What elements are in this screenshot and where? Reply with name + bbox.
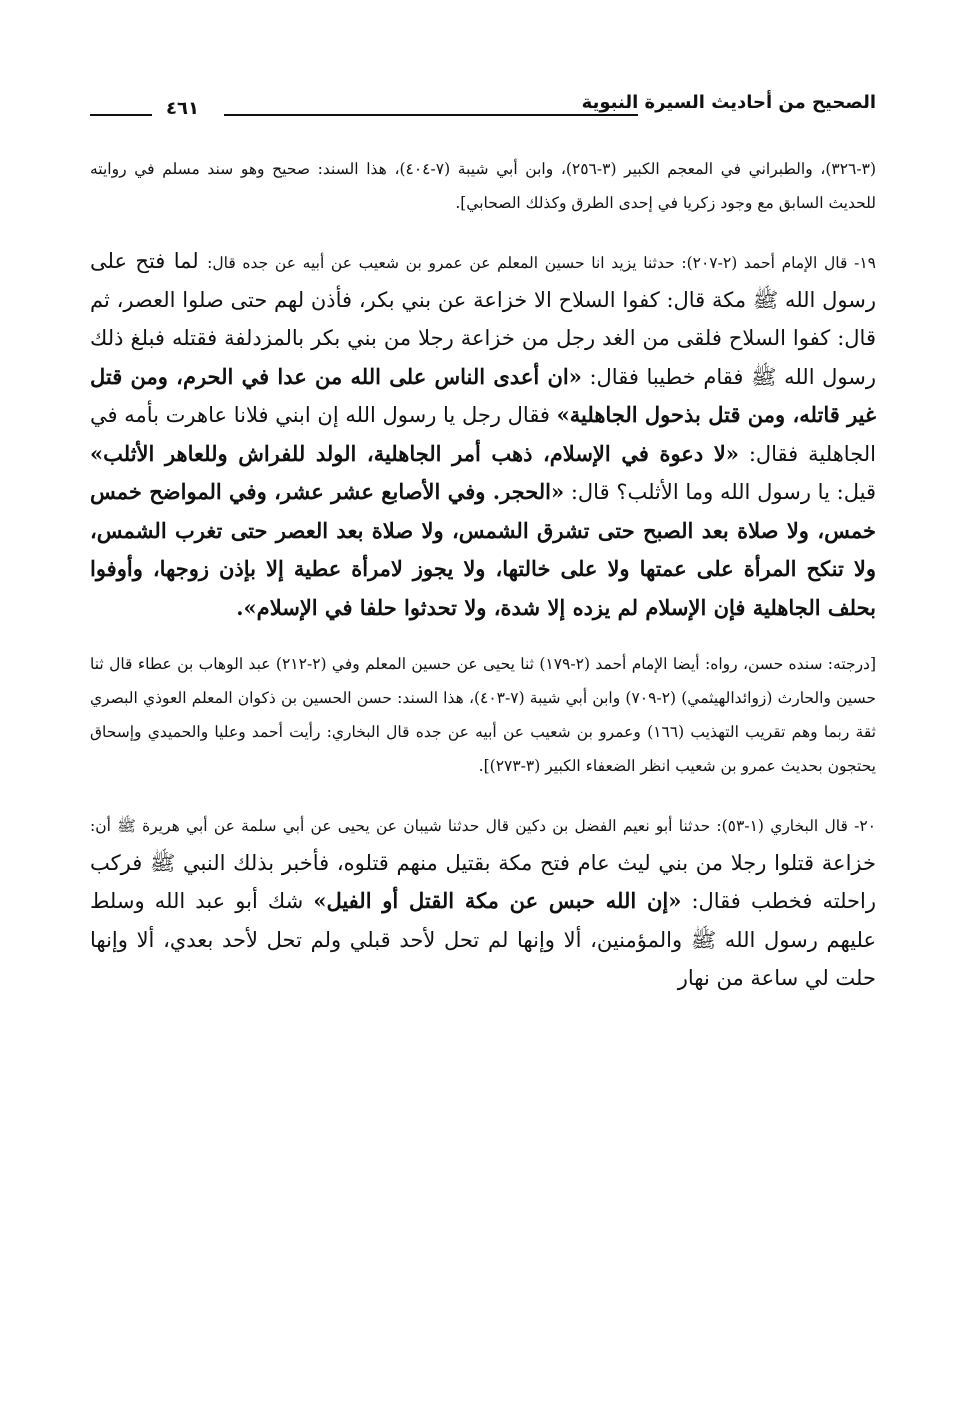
hadith-19-text-3: قيل: يا رسول الله وما الأثلب؟ قال: bbox=[564, 480, 876, 504]
hadith-20-quote-1: «إن الله حبس عن مكة القتل أو الفيل» bbox=[313, 888, 682, 913]
book-page bbox=[90, 70, 876, 1390]
page-body bbox=[90, 152, 876, 998]
hadith-20-isnad: ٢٠- قال البخاري (١-٥٣): حدثنا أبو نعيم الفضل بن دكين قال حدثنا شيبان عن يحيى عن أبي سلمة عن أبي هريرة ﷺ أن: bbox=[90, 817, 877, 835]
hadith-19-text-1: لما فتح على رسول الله ﷺ مكة قال: كفوا السلاح الا خزاعة عن بني بكر، فأذن لهم حتى صلوا العصر، ثم قال: كفوا السلاح فلقى من الغد رجل من خزاعة رجلا من بني بكر بالمزدلفة فقتله فبلغ ذلك رسول الله ﷺ فقام خطيبا فقال: bbox=[90, 249, 876, 389]
hadith-19-quote-3: «الحجر. وفي الأصابع عشر عشر، وفي المواضح خمس خمس، ولا صلاة بعد الصبح حتى تشرق الشمس، ولا صلاة بعد العصر حتى تغرب الشمس، ولا تنكح المرأة على عمتها ولا على خالتها، ولا يجوز لامرأة عطية إلا بإذن زوجها، وأوفوا بحلف الجاهلية فإن الإسلام لم يزده إلا شدة، ولا تحدثوا حلفا في الإسلام». bbox=[90, 479, 876, 620]
hadith-19-isnad: ١٩- قال الإمام أحمد (٢-٢٠٧): حدثنا يزيد انا حسين المعلم عن عمرو بن شعيب عن أبيه عن جده قال: bbox=[207, 254, 876, 272]
hadith-20 bbox=[90, 805, 876, 998]
page-number: ٤٦١ bbox=[166, 98, 199, 119]
running-header bbox=[90, 92, 876, 128]
header-rule-left bbox=[90, 114, 152, 116]
book-title: الصحيح من أحاديث السيرة النبوية bbox=[581, 92, 876, 113]
hadith-20-text-2: شك أبو عبد الله وسلط عليهم رسول الله ﷺ والمؤمنين، ألا وإنها لم تحل لأحد قبلي ولم تحل لأحد بعدي، ألا وإنها حلت لي ساعة من نهار bbox=[90, 889, 876, 990]
hadith-19-text-2: فقال رجل يا رسول الله إن ابني فلانا عاهرت بأمه في الجاهلية فقال: bbox=[90, 403, 876, 466]
grading-paragraph-continued: (٣-٣٢٦)، والطبراني في المعجم الكبير (٣-٢٥٦)، وابن أبي شيبة (٧-٤٠٤)، هذا السند: صحيح وهو سند مسلم في روايته للحديث السابق مع وجود زكريا في إحدى الطرق وكذلك الصحابي]. bbox=[90, 160, 876, 212]
hadith-20-text-1: خزاعة قتلوا رجلا من بني ليث عام فتح مكة بقتيل منهم قتلوه، فأخبر بذلك النبي ﷺ فركب راحلته فخطب فقال: bbox=[90, 850, 876, 913]
hadith-19-grading: [درجته: سنده حسن، رواه: أيضا الإمام أحمد (٢-١٧٩) ثنا يحيى عن حسين المعلم وفي (٢-٢١٢) عبد الوهاب بن عطاء قال ثنا حسين والحارث (زوائدالهيثمي) (٢-٧٠٩) وابن أبي شيبة (٧-٤٠٣)، هذا السند: حسن الحسين بن ذكوان المعلم العوذي البصري ثقة ربما وهم تقريب التهذيب (١٦٦) وعمرو بن شعيب عن أبيه عن جده قال البخاري: رأيت أحمد وعليا والحميدي وإسحاق يحتجون بحديث عمرو بن شعيب انظر الضعفاء الكبير (٣-٢٧٣)]. bbox=[90, 655, 877, 775]
hadith-19 bbox=[90, 242, 876, 627]
hadith-19-quote-1: «ان أعدى الناس على الله من عدا في الحرم، ومن قتل غير قاتله، ومن قتل بذحول الجاهلية» bbox=[90, 363, 877, 427]
header-rule bbox=[224, 114, 638, 116]
hadith-19-quote-2: «لا دعوة في الإسلام، ذهب أمر الجاهلية، الولد للفراش وللعاهر الأثلب» bbox=[90, 440, 739, 466]
